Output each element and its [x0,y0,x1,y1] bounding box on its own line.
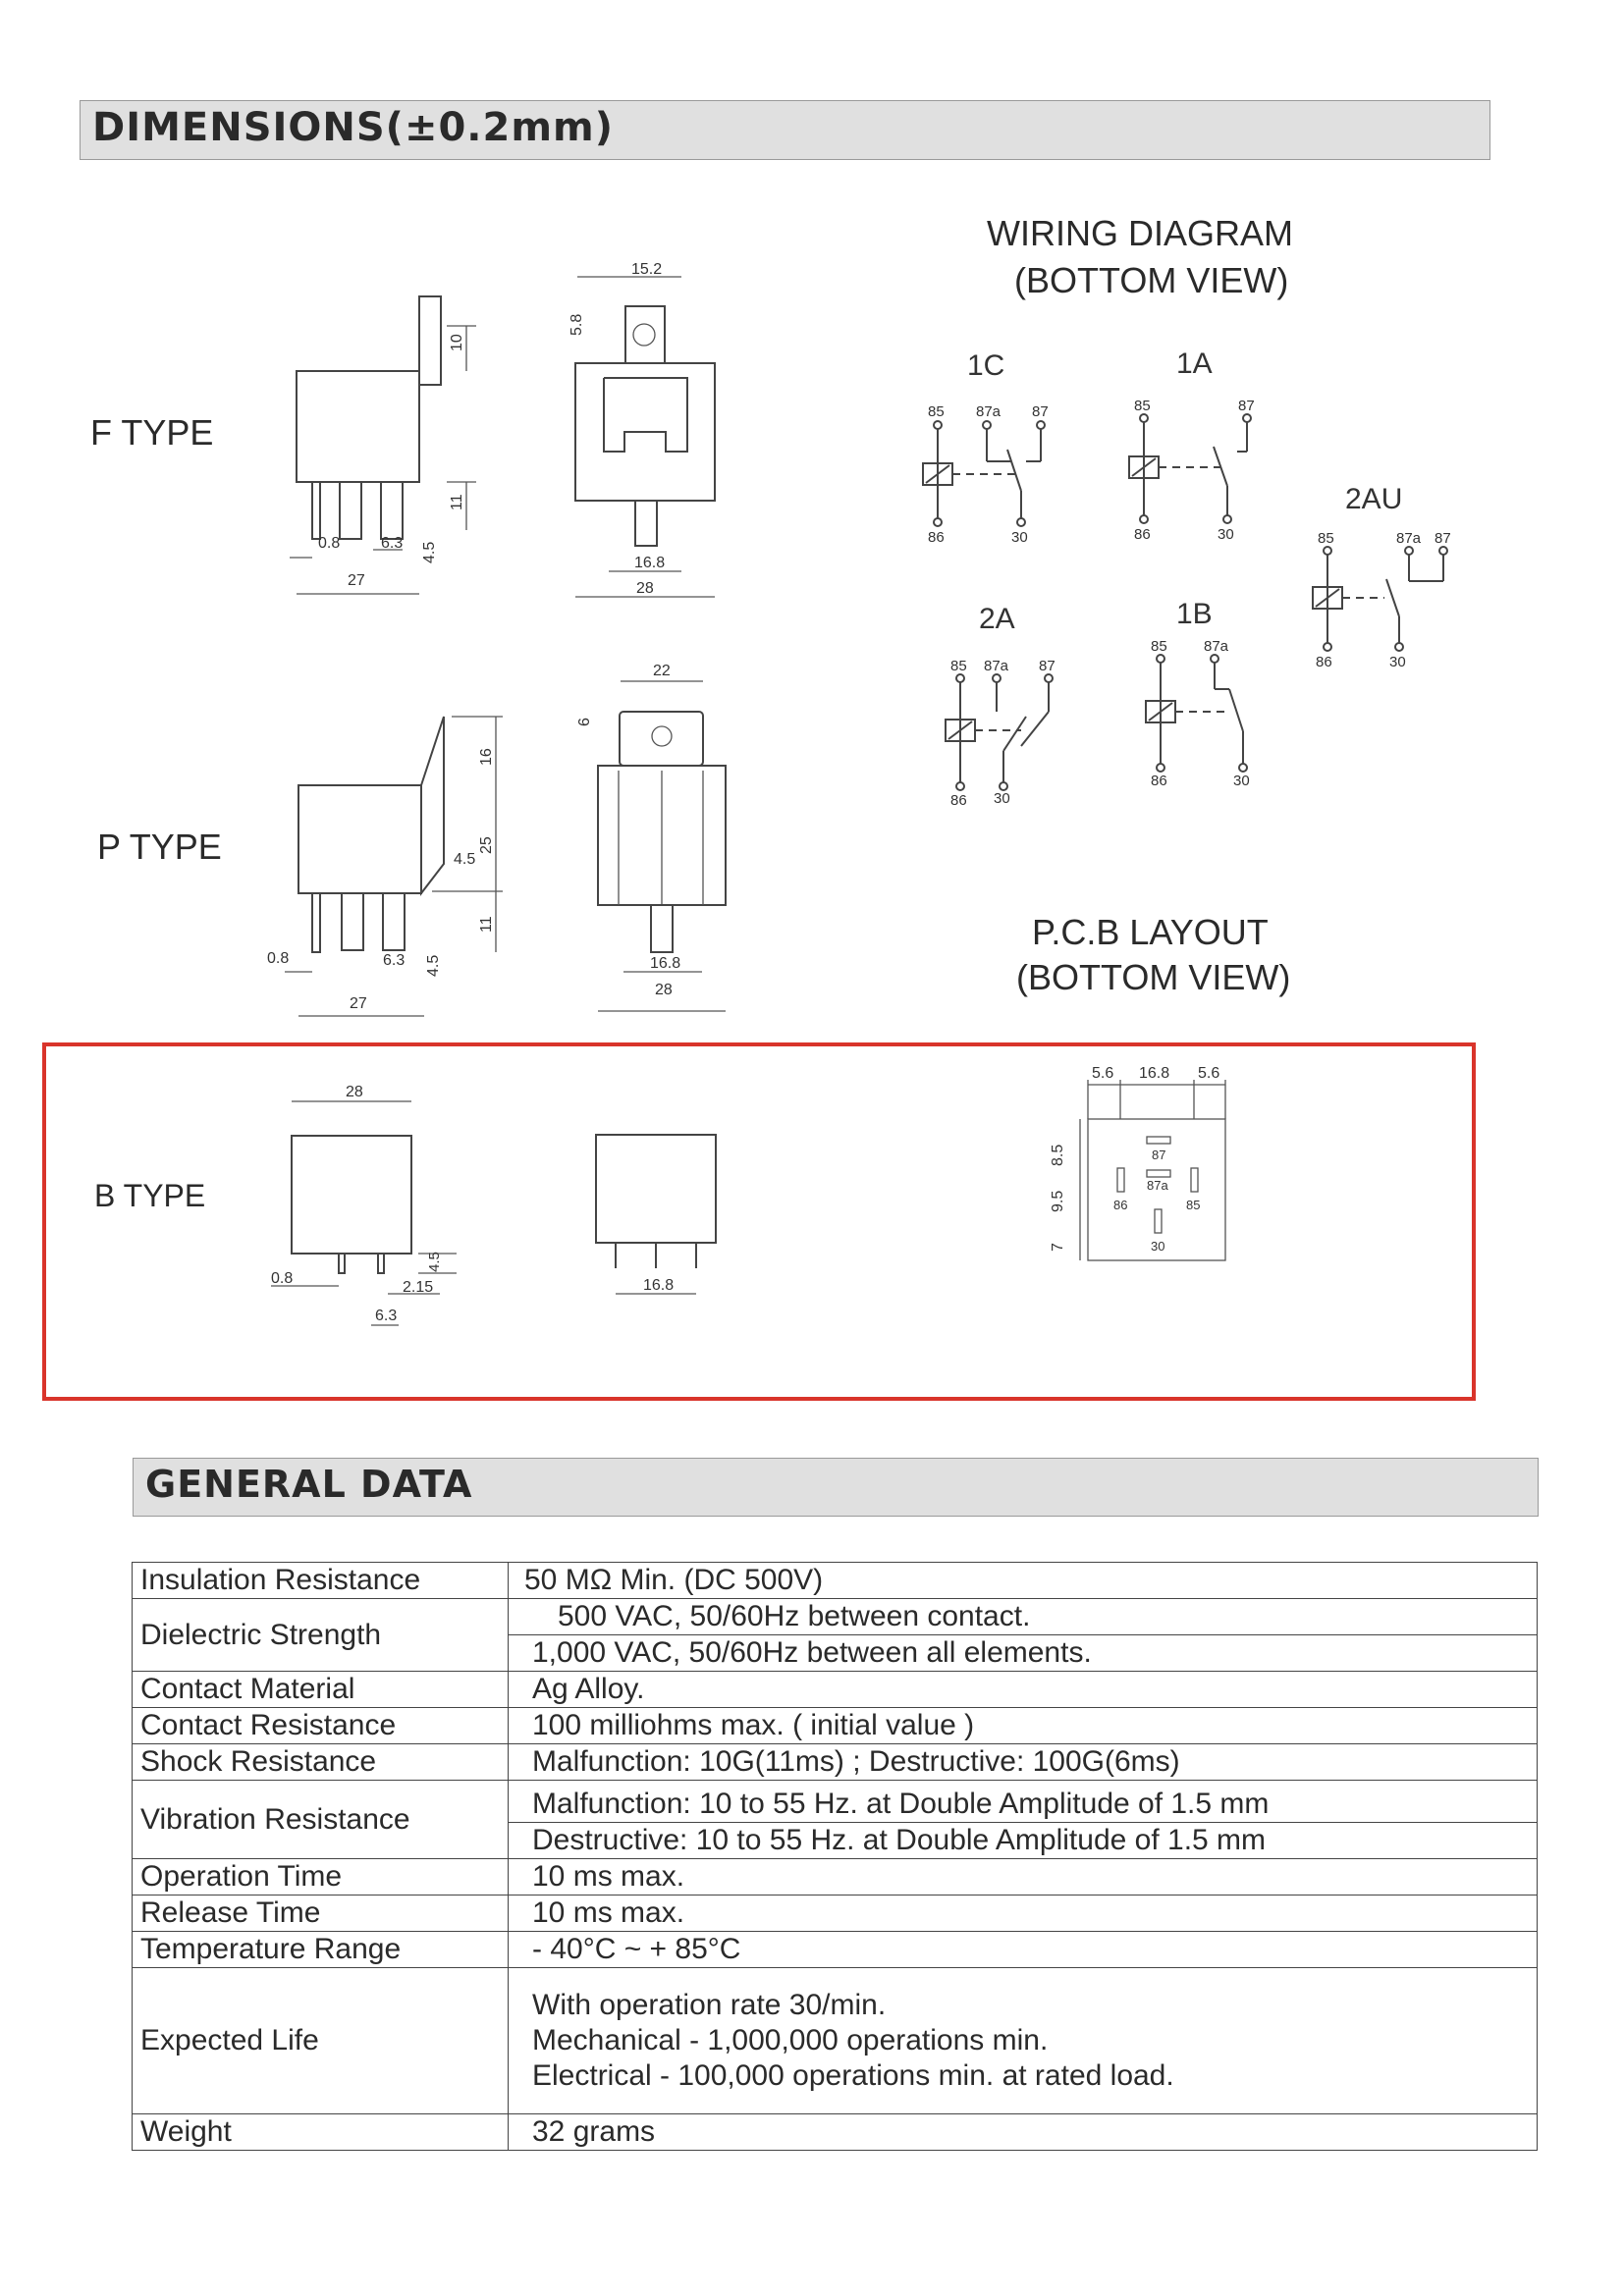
f-side-dim-0.8: 0.8 [318,535,341,552]
f-side-dim-10: 10 [449,334,465,351]
wiring-2a-30: 30 [994,790,1010,807]
row-value: 10 ms max. [509,1896,1538,1932]
wiring-1a-30: 30 [1218,526,1234,543]
p-side-dim-27: 27 [350,995,367,1012]
table-row [133,1599,1538,1635]
f-type-front-view [568,261,715,597]
wiring-2a [946,603,1056,809]
wiring-1b-30: 30 [1233,773,1250,789]
wiring-1b-85: 85 [1151,638,1167,655]
f-front-dim-16.8: 16.8 [634,555,666,571]
row-value [509,1968,1538,2114]
wiring-1c-87a: 87a [976,403,1001,420]
general-data-title: GENERAL DATA [145,1463,473,1506]
f-side-dim-6.3: 6.3 [381,535,404,552]
wiring-2au-30: 30 [1389,654,1406,670]
f-front-dim-5.8: 5.8 [568,313,585,336]
table-row [133,1932,1538,1968]
f-side-dim-4.5: 4.5 [421,541,438,563]
row-key: Vibration Resistance [133,1781,509,1859]
p-side-dim-0.8: 0.8 [267,950,290,967]
row-key: Release Time [133,1896,509,1932]
row-key: Temperature Range [133,1932,509,1968]
wiring-2a-85: 85 [950,658,967,674]
row-key: Operation Time [133,1859,509,1896]
f-side-dim-27: 27 [348,572,365,589]
pcb-subtitle: (BOTTOM VIEW) [1016,957,1291,997]
p-side-dim-11: 11 [478,916,495,933]
row-key: Contact Material [133,1672,509,1708]
row-key: Expected Life [133,1968,509,2114]
wiring-title: WIRING DIAGRAM [987,213,1293,253]
b-side-dim-4.5: 4.5 [426,1252,443,1272]
b-side-dim-2.15: 2.15 [403,1279,434,1296]
b-side-dim-6.3: 6.3 [375,1308,398,1324]
wiring-2a-87a: 87a [984,658,1009,674]
table-row [133,1708,1538,1744]
row-value: - 40°C ~ + 85°C [509,1932,1538,1968]
pcb-pin-87a: 87a [1147,1178,1168,1193]
f-type-label: F TYPE [90,412,214,453]
life-line-3: Electrical - 100,000 operations min. at rated load. [532,2059,1174,2092]
wiring-1a-86: 86 [1134,526,1151,543]
wiring-1c-85: 85 [928,403,945,420]
general-data-table [132,1562,1538,2151]
row-value: Ag Alloy. [509,1672,1538,1708]
pcb-dim-5.6-left: 5.6 [1092,1065,1114,1082]
f-front-dim-28: 28 [636,580,654,597]
pcb-pin-86: 86 [1113,1198,1128,1212]
b-front-dim-16.8: 16.8 [643,1277,675,1294]
row-value: 50 MΩ Min. (DC 500V) [509,1563,1538,1599]
table-row [133,1563,1538,1599]
row-value: 100 milliohms max. ( initial value ) [509,1708,1538,1744]
wiring-2au-85: 85 [1318,530,1334,547]
p-front-dim-16.8: 16.8 [650,955,681,972]
pcb-dim-7: 7 [1050,1243,1066,1252]
wiring-1a-85: 85 [1134,398,1151,414]
b-side-dim-28: 28 [346,1084,363,1100]
table-row [133,1859,1538,1896]
row-key: Shock Resistance [133,1744,509,1781]
wiring-2au [1313,483,1451,670]
dimensions-title: DIMENSIONS(±0.2mm) [92,105,614,150]
life-line-2: Mechanical - 1,000,000 operations min. [532,2024,1049,2056]
wiring-1b [1146,598,1250,789]
p-type-label: P TYPE [97,827,222,867]
wiring-2a-name: 2A [979,603,1015,635]
wiring-2a-87: 87 [1039,658,1056,674]
table-row [133,1672,1538,1708]
wiring-subtitle: (BOTTOM VIEW) [1014,260,1289,300]
row-key: Weight [133,2114,509,2151]
wiring-2au-name: 2AU [1345,483,1403,515]
table-row [133,1968,1538,2114]
p-side-dim-16: 16 [478,748,495,766]
p-front-dim-28: 28 [655,982,673,998]
wiring-1c-87: 87 [1032,403,1049,420]
f-side-dim-11: 11 [449,494,465,510]
row-value: 1,000 VAC, 50/60Hz between all elements. [509,1635,1538,1672]
p-side-dim-6.3: 6.3 [383,952,406,969]
row-value: Malfunction: 10G(11ms) ; Destructive: 100G(6ms) [509,1744,1538,1781]
wiring-1c-name: 1C [967,349,1005,382]
table-row [133,2114,1538,2151]
wiring-1a [1129,347,1255,543]
table-row [133,1896,1538,1932]
p-side-dim-4.5-ear: 4.5 [454,851,476,868]
wiring-2au-86: 86 [1316,654,1332,670]
p-side-dim-25: 25 [478,836,495,854]
wiring-1a-87: 87 [1238,398,1255,414]
pcb-dim-8.5: 8.5 [1050,1144,1066,1166]
general-data-header [133,1458,1539,1517]
row-value: 500 VAC, 50/60Hz between contact. [509,1599,1538,1635]
wiring-1b-86: 86 [1151,773,1167,789]
row-key: Insulation Resistance [133,1563,509,1599]
wiring-1c [923,349,1049,546]
p-type-side-view [267,717,503,1016]
b-type-label: B TYPE [94,1178,206,1213]
wiring-1c-30: 30 [1011,529,1028,546]
wiring-2au-87: 87 [1435,530,1451,547]
wiring-2au-87a: 87a [1396,530,1422,547]
wiring-1a-name: 1A [1176,347,1213,380]
p-front-dim-6: 6 [576,718,593,726]
pcb-layout [1050,1065,1225,1260]
row-value: Destructive: 10 to 55 Hz. at Double Amplitude of 1.5 mm [509,1823,1538,1859]
p-type-front-view [576,663,726,1011]
b-type-front-view [596,1135,716,1294]
row-value: 32 grams [509,2114,1538,2151]
wiring-1b-87a: 87a [1204,638,1229,655]
p-front-dim-22: 22 [653,663,671,679]
pcb-dim-9.5: 9.5 [1050,1190,1066,1212]
pcb-title: P.C.B LAYOUT [1032,912,1269,952]
p-side-dim-4.5: 4.5 [425,954,442,977]
pcb-pin-87: 87 [1152,1148,1166,1162]
f-front-dim-15.2: 15.2 [631,261,663,278]
f-type-side-view [290,296,476,594]
row-key: Contact Resistance [133,1708,509,1744]
table-row [133,1781,1538,1823]
table-row [133,1744,1538,1781]
row-value: 10 ms max. [509,1859,1538,1896]
life-line-1: With operation rate 30/min. [532,1989,887,2021]
b-type-side-view [271,1084,457,1325]
wiring-2a-86: 86 [950,792,967,809]
wiring-1c-86: 86 [928,529,945,546]
row-key: Dielectric Strength [133,1599,509,1672]
pcb-pin-30: 30 [1151,1239,1165,1254]
pcb-pin-85: 85 [1186,1198,1201,1212]
pcb-dim-5.6-right: 5.6 [1198,1065,1220,1082]
row-value: Malfunction: 10 to 55 Hz. at Double Amplitude of 1.5 mm [509,1781,1538,1823]
pcb-dim-16.8: 16.8 [1139,1065,1170,1082]
wiring-1b-name: 1B [1176,598,1213,630]
b-side-dim-0.8: 0.8 [271,1270,294,1287]
